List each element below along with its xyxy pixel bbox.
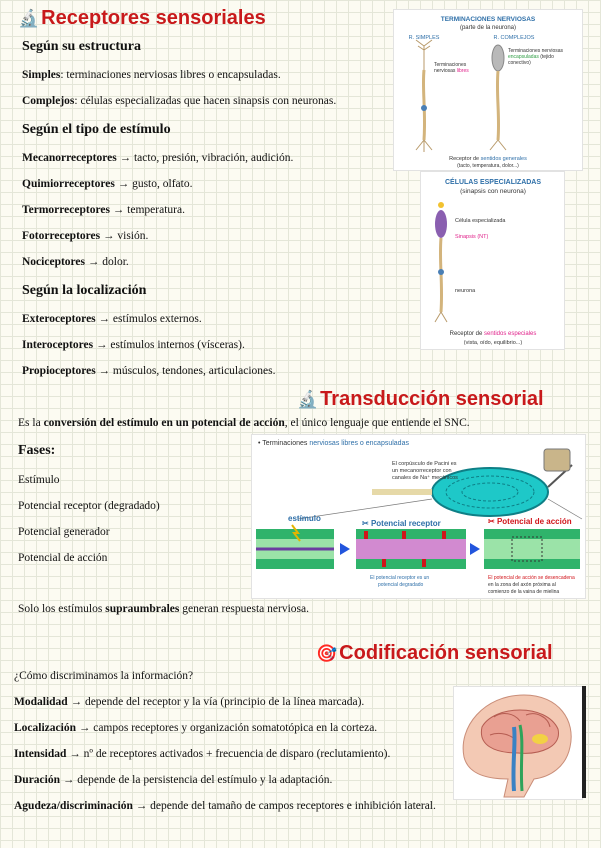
phase-item: Estímulo (18, 474, 60, 486)
svg-text:estímulo: estímulo (288, 514, 321, 523)
transduction-illustration (252, 435, 585, 598)
sensory-pathway-icon (513, 727, 514, 791)
list-item: Nociceptores → dolor. (22, 256, 129, 268)
section-title-text: Transducción sensorial (320, 388, 544, 410)
list-item: Propioceptores → músculos, tendones, articulaciones. (22, 365, 276, 377)
svg-text:encapsuladas (tejido: encapsuladas (tejido (508, 54, 554, 60)
svg-text:comienzo de la vaina de mielin: comienzo de la vaina de mielina (488, 589, 560, 595)
phase-item: Potencial receptor (degradado) (18, 500, 160, 512)
list-item: Duración → depende de la persistencia del estímulo y la adaptación. (14, 774, 333, 786)
keyboard-icon (544, 449, 570, 471)
svg-text:R. COMPLEJOS: R. COMPLEJOS (493, 35, 535, 41)
specialized-cells-illustration (421, 172, 564, 349)
section-title-codificacion (316, 642, 553, 665)
svg-text:CÉLULAS ESPECIALIZADAS: CÉLULAS ESPECIALIZADAS (444, 179, 542, 186)
section-title-receptores (18, 7, 266, 30)
list-item: Fotorreceptores → visión. (22, 230, 149, 242)
svg-text:Célula especializada: Célula especializada (455, 218, 506, 224)
phase-item: Potencial generador (18, 526, 110, 538)
list-item: Modalidad → depende del receptor y la vía (principio de la línea marcada). (14, 696, 365, 708)
phase-item: Potencial de acción (18, 552, 108, 564)
svg-text:Terminaciones: Terminaciones (434, 62, 467, 68)
svg-text:potencial degradado: potencial degradado (378, 582, 424, 588)
svg-text:R. SIMPLES: R. SIMPLES (408, 35, 440, 41)
svg-text:• Terminaciones nerviosas libr: • Terminaciones nerviosas libres o encapsuladas (258, 440, 409, 447)
phases-heading: Fases: (18, 443, 56, 458)
section-title-text: Codificación sensorial (339, 642, 553, 664)
brain-pathways-illustration (454, 687, 582, 799)
microscope-icon: 🔬 (18, 9, 40, 28)
svg-text:✂ Potencial receptor: ✂ Potencial receptor (362, 519, 441, 528)
svg-text:Receptor de sentidos generales: Receptor de sentidos generales (449, 156, 527, 162)
svg-text:un mecanorreceptor con: un mecanorreceptor con (392, 468, 452, 474)
figure-edge-bar (582, 686, 586, 798)
section-title-text: Receptores sensoriales (41, 7, 266, 29)
heading-by-location: Según la localización (22, 283, 147, 298)
svg-text:El potencial receptor es un: El potencial receptor es un (370, 575, 430, 581)
list-item: Termorreceptores → temperatura. (22, 204, 185, 216)
list-item: Simples: terminaciones nerviosas libres o encapsuladas. (22, 69, 281, 81)
specialized-cell-icon (435, 202, 447, 322)
suprathreshold-note: Solo los estímulos supraumbrales generan respuesta nerviosa. (18, 603, 309, 615)
list-item: Complejos: células especializadas que hacen sinapsis con neuronas. (22, 95, 337, 107)
microscope-icon: 🔬 (297, 390, 319, 409)
list-item: Agudeza/discriminación → depende del tamaño de campos receptores e inhibición lateral. (14, 800, 436, 812)
nerve-terminations-illustration (394, 10, 582, 170)
svg-text:nerviosas libres: nerviosas libres (434, 68, 469, 74)
encapsulated-ending-icon (490, 45, 506, 150)
svg-text:(vista, oído, equilibrio...): (vista, oído, equilibrio...) (463, 340, 523, 346)
section-title-transduccion (297, 388, 544, 411)
svg-text:El potencial de acción se dese: El potencial de acción se desencadena (488, 575, 575, 581)
svg-text:conectivo): conectivo) (508, 60, 531, 66)
svg-text:Sinapsis (NT): Sinapsis (NT) (455, 234, 489, 240)
transduction-intro: Es la conversión del estímulo en un potencial de acción, el único lenguaje que entiende el SNC. (18, 417, 470, 429)
figure-transduction (251, 434, 586, 599)
figure-specialized-cells (420, 171, 565, 350)
figure-brain-pathways (453, 686, 583, 800)
svg-text:TERMINACIONES NERVIOSAS: TERMINACIONES NERVIOSAS (440, 16, 536, 23)
list-item: Quimiorreceptores → gusto, olfato. (22, 178, 193, 190)
svg-text:(sinapsis con neurona): (sinapsis con neurona) (460, 188, 526, 195)
receptor-potential-panel (356, 529, 466, 569)
svg-text:Receptor de sentidos especiale: Receptor de sentidos especiales (449, 331, 537, 337)
cortex-area-icon (532, 734, 548, 744)
free-nerve-ending-icon (416, 40, 432, 152)
svg-text:neurona: neurona (455, 288, 476, 294)
target-icon: 🎯 (316, 644, 338, 663)
list-item: Localización → campos receptores y organización somatotópica en la corteza. (14, 722, 378, 734)
list-item: Exteroceptores → estímulos externos. (22, 313, 202, 325)
svg-text:en la zona del axón próxima al: en la zona del axón próxima al (488, 582, 556, 588)
svg-text:(parte de la neurona): (parte de la neurona) (459, 25, 517, 31)
coding-question: ¿Cómo discriminamos la información? (14, 670, 194, 682)
cell-body-icon (421, 105, 427, 111)
stimulus-panel (256, 525, 334, 569)
heading-by-stimulus: Según el tipo de estímulo (22, 122, 171, 137)
action-potential-panel (484, 529, 580, 569)
svg-text:Terminaciones nerviosas: Terminaciones nerviosas (508, 48, 564, 54)
svg-text:El corpúsculo de Pacini es: El corpúsculo de Pacini es (392, 461, 457, 467)
connector-line (548, 499, 582, 519)
pathway-icon (520, 725, 522, 791)
svg-text:canales de Na⁺ mecánicos: canales de Na⁺ mecánicos (392, 475, 458, 481)
heading-by-structure: Según su estructura (22, 39, 142, 54)
list-item: Interoceptores → estímulos internos (vísceras). (22, 339, 245, 351)
figure-nerve-terminations (393, 9, 583, 171)
svg-text:(tacto, temperatura, dolor...): (tacto, temperatura, dolor...) (457, 163, 519, 169)
list-item: Intensidad → nº de receptores activados + frecuencia de disparo (reclutamiento). (14, 748, 391, 760)
svg-text:✂ Potencial de acción: ✂ Potencial de acción (488, 517, 572, 526)
list-item: Mecanorreceptores → tacto, presión, vibración, audición. (22, 152, 294, 164)
arrow-right-icon (470, 543, 480, 555)
arrow-right-icon (340, 543, 350, 555)
